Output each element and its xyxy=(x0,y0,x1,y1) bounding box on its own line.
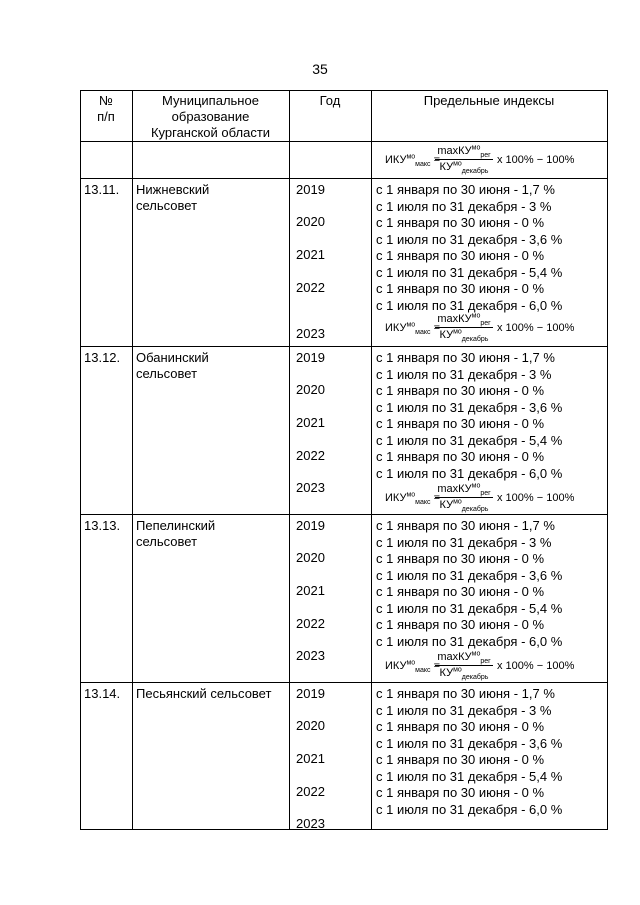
formula-numerator: maxКУ$^{мо}_{рег}$ xyxy=(435,650,493,666)
year-label: 2020 xyxy=(296,382,325,397)
table-rule xyxy=(80,514,608,515)
header-num: № п/п xyxy=(97,93,115,124)
formula-numerator: maxКУ$^{мо}_{рег}$ xyxy=(435,144,493,160)
page-number: 35 xyxy=(312,61,328,77)
formula-lhs: $ИКУ^{мо}_{макс}$ = xyxy=(385,491,440,507)
index-line: с 1 января по 30 июня - 0 % xyxy=(376,617,545,632)
year-label: 2019 xyxy=(296,518,325,533)
index-line: с 1 января по 30 июня - 0 % xyxy=(376,416,545,431)
year-label: 2019 xyxy=(296,350,325,365)
year-label: 2022 xyxy=(296,280,325,295)
year-label: 2023 xyxy=(296,480,325,495)
index-line: с 1 января по 30 июня - 0 % xyxy=(376,752,545,767)
year-label: 2022 xyxy=(296,448,325,463)
table-rule xyxy=(80,346,608,347)
formula-denominator: $КУ^{мо}_{декабрь}$ xyxy=(439,160,489,176)
table-rule xyxy=(289,90,290,830)
municipality-name-line: Нижневский xyxy=(136,182,210,197)
index-line: с 1 июля по 31 декабря - 6,0 % xyxy=(376,465,563,481)
municipality-name-line: сельсовет xyxy=(136,198,198,213)
index-line: с 1 июля по 31 декабря - 3 % xyxy=(376,534,552,550)
formula-rhs: х 100% − 100% xyxy=(497,322,575,334)
index-line: с 1 января по 30 июня - 0 % xyxy=(376,785,545,800)
index-line: с 1 июля по 31 декабря - 3,6 % xyxy=(376,567,563,583)
municipality-name-line: сельсовет xyxy=(136,534,198,549)
row-number: 13.12. xyxy=(84,350,121,365)
formula-fraction xyxy=(435,482,493,513)
index-line: с 1 января по 30 июня - 1,7 % xyxy=(376,350,555,365)
table-rule xyxy=(80,90,608,91)
index-line: с 1 января по 30 июня - 0 % xyxy=(376,281,545,296)
formula-denominator: $КУ^{мо}_{декабрь}$ xyxy=(439,328,489,344)
year-label: 2020 xyxy=(296,214,325,229)
formula-denominator: $КУ^{мо}_{декабрь}$ xyxy=(439,498,489,514)
header-year: Год xyxy=(319,93,341,108)
year-label: 2019 xyxy=(296,182,325,197)
index-line: с 1 января по 30 июня - 0 % xyxy=(376,584,545,599)
formula-fraction xyxy=(435,312,493,343)
table-rule xyxy=(80,141,608,142)
year-label: 2023 xyxy=(296,326,325,341)
index-line: с 1 января по 30 июня - 0 % xyxy=(376,248,545,263)
index-line: с 1 января по 30 июня - 1,7 % xyxy=(376,518,555,533)
municipality-name-line: Пепелинский xyxy=(136,518,216,533)
row-number: 13.11. xyxy=(84,182,120,197)
index-line: с 1 июля по 31 декабря - 6,0 % xyxy=(376,801,563,817)
year-label: 2019 xyxy=(296,686,325,701)
table-rule xyxy=(80,178,608,179)
formula-numerator: maxКУ$^{мо}_{рег}$ xyxy=(435,312,493,328)
year-label: 2021 xyxy=(296,583,325,598)
formula-denominator: $КУ^{мо}_{декабрь}$ xyxy=(439,666,489,682)
index-line: с 1 июля по 31 декабря - 3,6 % xyxy=(376,399,563,415)
municipality-name xyxy=(136,518,215,550)
year-label: 2023 xyxy=(296,648,325,663)
table-rule xyxy=(80,90,81,830)
index-line: с 1 июля по 31 декабря - 6,0 % xyxy=(376,297,563,313)
index-line: с 1 января по 30 июня - 0 % xyxy=(376,551,545,566)
table-rule xyxy=(80,682,608,683)
table-rule xyxy=(132,90,133,830)
index-line: с 1 июля по 31 декабря - 3,6 % xyxy=(376,231,563,247)
index-line: с 1 января по 30 июня - 1,7 % xyxy=(376,182,555,197)
index-line: с 1 января по 30 июня - 0 % xyxy=(376,383,545,398)
index-line: с 1 июля по 31 декабря - 3 % xyxy=(376,366,552,382)
formula-lhs: $ИКУ^{мо}_{макс}$ = xyxy=(385,153,440,169)
year-label: 2021 xyxy=(296,247,325,262)
index-line: с 1 июля по 31 декабря - 5,4 % xyxy=(376,600,563,616)
table-rule xyxy=(80,829,608,830)
year-label: 2023 xyxy=(296,816,325,831)
formula-rhs: х 100% − 100% xyxy=(497,492,575,504)
index-line: с 1 июля по 31 декабря - 5,4 % xyxy=(376,264,563,280)
formula-rhs: х 100% − 100% xyxy=(497,660,575,672)
formula-fraction xyxy=(435,650,493,681)
municipality-name xyxy=(136,182,209,214)
row-number: 13.14. xyxy=(84,686,121,701)
year-label: 2020 xyxy=(296,550,325,565)
index-line: с 1 января по 30 июня - 0 % xyxy=(376,215,545,230)
formula-numerator: maxКУ$^{мо}_{рег}$ xyxy=(435,482,493,498)
index-line: с 1 июля по 31 декабря - 5,4 % xyxy=(376,432,563,448)
municipality-name xyxy=(136,350,209,382)
municipality-name-line: Песьянский сельсовет xyxy=(136,686,272,701)
row-number: 13.13. xyxy=(84,518,121,533)
index-line: с 1 июля по 31 декабря - 3 % xyxy=(376,702,552,718)
year-label: 2022 xyxy=(296,784,325,799)
index-line: с 1 января по 30 июня - 0 % xyxy=(376,449,545,464)
municipality-name-line: сельсовет xyxy=(136,366,198,381)
index-line: с 1 июля по 31 декабря - 3,6 % xyxy=(376,735,563,751)
municipality-name-line: Обанинский xyxy=(136,350,209,365)
index-line: с 1 июля по 31 декабря - 3 % xyxy=(376,198,552,214)
index-line: с 1 июля по 31 декабря - 6,0 % xyxy=(376,633,563,649)
formula-rhs: х 100% − 100% xyxy=(497,154,575,166)
year-label: 2022 xyxy=(296,616,325,631)
year-label: 2021 xyxy=(296,415,325,430)
year-label: 2020 xyxy=(296,718,325,733)
formula-fraction xyxy=(435,144,493,175)
index-line: с 1 января по 30 июня - 1,7 % xyxy=(376,686,555,701)
table-rule xyxy=(607,90,608,830)
municipality-name xyxy=(136,686,271,702)
header-municipality: Муниципальное образование Курганской области xyxy=(150,93,271,140)
index-line: с 1 июля по 31 декабря - 5,4 % xyxy=(376,768,563,784)
index-line: с 1 января по 30 июня - 0 % xyxy=(376,719,545,734)
formula-lhs: $ИКУ^{мо}_{макс}$ = xyxy=(385,659,440,675)
formula-lhs: $ИКУ^{мо}_{макс}$ = xyxy=(385,321,440,337)
table-rule xyxy=(371,90,372,830)
header-indices: Предельные индексы xyxy=(423,93,555,108)
year-label: 2021 xyxy=(296,751,325,766)
